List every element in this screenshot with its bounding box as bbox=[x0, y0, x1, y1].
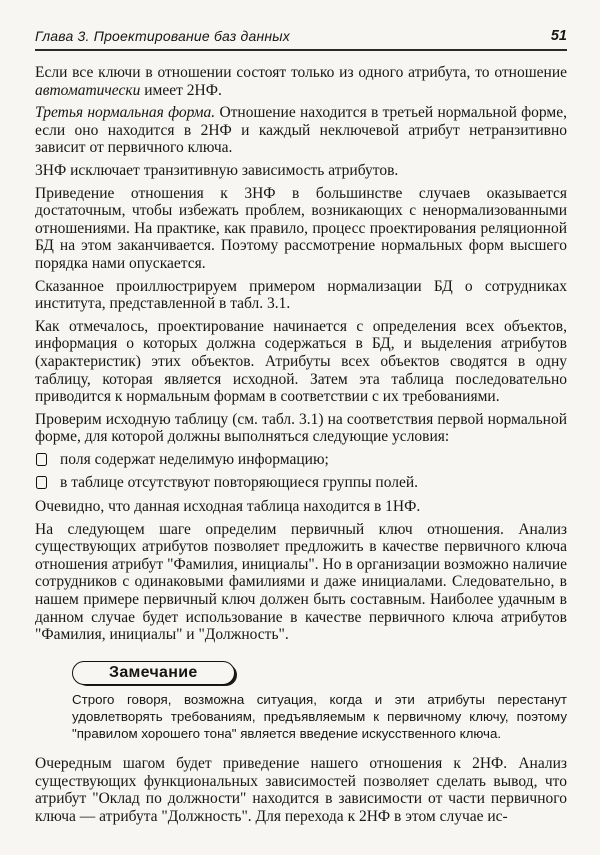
term-lead-italic: Третья нормальная форма. bbox=[35, 104, 216, 122]
paragraph-1nf-conclusion: Очевидно, что данная исходная таблица находится в 1НФ. bbox=[35, 498, 421, 516]
page-number: 51 bbox=[550, 28, 567, 44]
paragraph-3nf-practice: Приведение отношения к 3НФ в большинстве случаев оказывается достаточным, чтобы избежать проблем, возникающих с ненормализованными отношениями. На практике, как правило, процесс проектирования реляционной БД на этом заканчивается. Поэтому рассмотрение нормальных форм высшего порядка нами опускается. bbox=[35, 184, 567, 272]
paragraph-design-start: Как отмечалось, проектирование начинается с определения всех объектов, информация о которых должна содержаться в БД, и выделения атрибутов (характеристик) этих объектов. Атрибуты всех объектов сводятся в одну таблицу, которая является исходной. Затем эта таблица последовательно приводится к нормальным формам в соответствии с их требованиями. bbox=[35, 317, 567, 406]
paragraph-text: Если все ключи в отношении состоят только из одного атрибута, то отношение bbox=[35, 64, 567, 81]
paragraph-example-intro: Сказанное проиллюстрируем примером нормализации БД о сотрудниках института, представленной в табл. 3.1. bbox=[35, 277, 567, 313]
note-label: Замечание bbox=[109, 663, 198, 681]
square-bullet-icon bbox=[36, 453, 47, 466]
paragraph-3nf-transitive: 3НФ исключает транзитивную зависимость атрибутов. bbox=[35, 161, 399, 179]
italic-word: автоматически bbox=[35, 81, 141, 99]
paragraph-1nf-check: Проверим исходную таблицу (см. табл. 3.1) на соответствия первой нормальной форме, для которой должны выполняться следующие условия: bbox=[35, 410, 567, 446]
chapter-title: Глава 3. Проектирование баз данных bbox=[35, 28, 290, 44]
paragraph-text: Отношение находится в третьей нормальной форме, если оно находится в 2НФ и каждый неключевой атрибут нетранзитивно зависит от первичного ключа. bbox=[35, 104, 567, 157]
paragraph-2nf-step: Очередным шагом будет приведение нашего отношения к 2НФ. Анализ существующих функциональных зависимостей позволяет сделать вывод, что атрибут "Оклад по должности" находится в зависимости от части первичного ключа — атрибута "Должность". Для перехода к 2НФ в этом случае ис- bbox=[35, 755, 567, 825]
note-callout bbox=[72, 661, 235, 686]
paragraph-3nf-definition bbox=[35, 104, 567, 157]
list-item bbox=[35, 451, 567, 469]
paragraph-primary-key: На следующем шаге определим первичный ключ отношения. Анализ существующих атрибутов позволяет предложить в качестве первичного ключа отношения атрибут "Фамилия, инициалы". Но в организации возможно наличие сотрудников с одинаковыми фамилиями и даже инициалами. Следовательно, в нашем примере первичный ключ должен быть составным. Наиболее удачным в данном случае будет использование в качестве первичного ключа атрибутов "Фамилия, инициалы" и "Должность". bbox=[35, 520, 567, 644]
paragraph-text: имеет 2НФ. bbox=[140, 81, 222, 99]
page-body bbox=[35, 64, 567, 826]
list-item bbox=[35, 474, 567, 492]
square-bullet-icon bbox=[36, 476, 47, 489]
note-text: Строго говоря, возможна ситуация, когда и эти атрибуты перестанут удовлетворять требованиям, предъявляемым к первичному ключу, поэтому "правилом хорошего тона" является введение искусственного ключа. bbox=[72, 692, 567, 741]
running-header bbox=[35, 28, 567, 51]
list-item-text: поля содержат неделимую информацию; bbox=[60, 450, 329, 468]
list-item-text: в таблице отсутствуют повторяющиеся группы полей. bbox=[60, 474, 419, 492]
paragraph-2nf-conclusion bbox=[35, 64, 567, 99]
